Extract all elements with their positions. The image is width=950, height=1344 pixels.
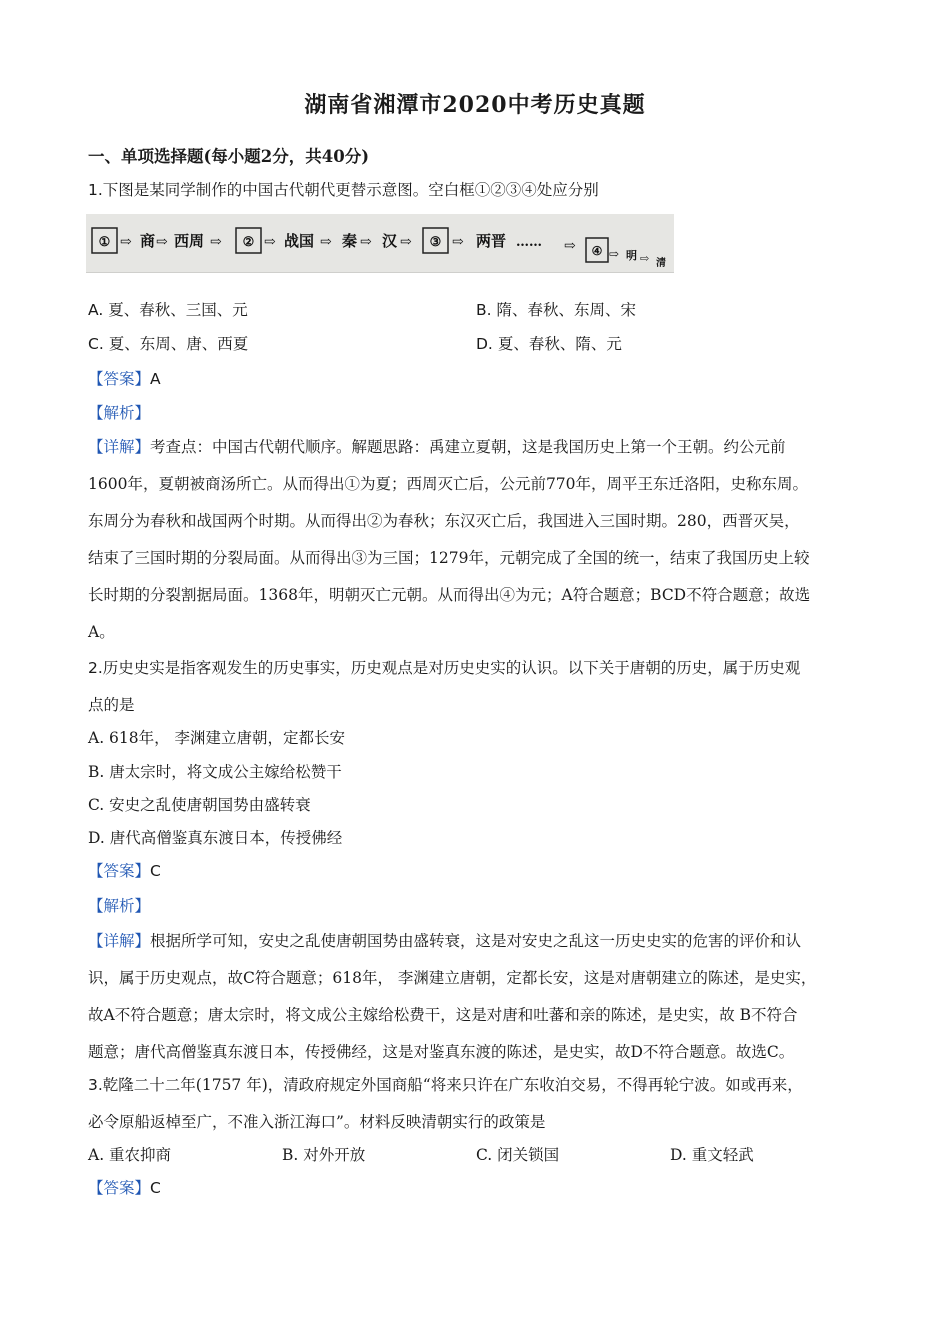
arrow-icon: ⇨ [640,252,650,265]
diagram-item: 秦 [342,232,358,250]
diagram-item: ① [98,235,111,250]
q1-detail-line: 1600年，夏朝被商汤所亡。从而得出①为夏；西周灭亡后，公元前770年，周平王东迁洛阳，史称东周。 [88,475,809,493]
q2-detail-line: 故A不符合题意；唐太宗时，将文成公主嫁给松费干，这是对唐和吐蕃和亲的陈述，是史实，故 B不符合 [88,1006,798,1024]
q1-detail-line: 结束了三国时期的分裂局面。从而得出③为三国；1279年，元朝完成了全国的统一，结束了我国历史上较 [88,549,810,567]
diagram-item: 战国 [284,232,315,250]
q1-option-c[interactable]: C. 夏、东周、唐、西夏 [88,335,249,353]
q2-option-d[interactable]: D. 唐代高僧鉴真东渡日本，传授佛经 [88,829,343,847]
arrow-icon: ⇨ [320,234,332,250]
dynasty-diagram [86,214,674,273]
arrow-icon: ⇨ [156,234,168,250]
question-2-stem-cont: 点的是 [88,696,135,714]
diagram-item: ② [242,235,255,250]
arrow-icon: ⇨ [120,234,132,250]
q1-option-a[interactable]: A. 夏、春秋、三国、元 [88,301,248,319]
q3-answer: 【答案】C [88,1179,161,1197]
diagram-item: 西周 [174,232,205,250]
question-2-stem: 2.历史史实是指客观发生的历史事实，历史观点是对历史史实的认识。以下关于唐朝的历史，属于历史观 [88,659,801,677]
q2-detail-line: 题意；唐代高僧鉴真东渡日本，传授佛经，这是对鉴真东渡的陈述，是史实，故D不符合题意。故选C。 [88,1043,795,1061]
q1-detail-line: 长时期的分裂割据局面。1368年，明朝灭亡元朝。从而得出④为元；A符合题意；BCD不符合题意；故选 [88,586,811,604]
q3-option-c[interactable]: C. 闭关锁国 [476,1146,560,1164]
section-heading: 一、单项选择题(每小题2分，共40分) [88,147,370,166]
q3-option-d[interactable]: D. 重文轻武 [670,1146,754,1164]
q2-detail-line: 识，属于历史观点，故C符合题意；618年， 李渊建立唐朝，定都长安，这是对唐朝建立的陈述，是史实， [88,969,817,987]
dynasty-diagram-svg [86,214,674,272]
question-1-stem: 1.下图是某同学制作的中国古代朝代更替示意图。空白框①②③④处应分别 [88,181,599,199]
q1-option-d[interactable]: D. 夏、春秋、隋、元 [476,335,622,353]
q1-answer: 【答案】A [88,370,161,388]
q2-analysis-tag: 【解析】 [88,897,151,915]
arrow-icon: ⇨ [400,234,412,250]
arrow-icon: ⇨ [264,234,276,250]
arrow-icon: ⇨ [360,234,372,250]
q3-option-b[interactable]: B. 对外开放 [282,1146,366,1164]
arrow-icon: ⇨ [452,234,464,250]
arrow-icon: ⇨ [210,234,222,250]
question-3-stem: 3.乾隆二十二年(1757 年)，清政府规定外国商船“将来只许在广东收泊交易，不得再轮宁波。如或再来， [88,1076,803,1094]
diagram-item: 两晋 [476,232,507,250]
page-title: 湖南省湘潭市2020中考历史真题 [304,92,646,118]
q2-detail-line: 【详解】根据所学可知，安史之乱使唐朝国势由盛转衰，这是对安史之乱这一历史史实的危害的评价和认 [88,932,802,950]
diagram-item: …… [516,235,542,250]
diagram-item: 清 [656,258,666,269]
q1-detail-line: 【详解】考查点：中国古代朝代顺序。解题思路：禹建立夏朝，这是我国历史上第一个王朝。约公元前 [88,438,786,456]
q2-answer: 【答案】C [88,862,161,880]
diagram-item: ③ [429,235,442,250]
diagram-item: 明 [626,249,637,262]
q1-analysis-tag: 【解析】 [88,404,151,422]
q2-option-b[interactable]: B. 唐太宗时，将文成公主嫁给松赞干 [88,763,342,781]
diagram-item: ④ [591,244,603,258]
arrow-icon: ⇨ [609,247,620,261]
q1-detail-line: 东周分为春秋和战国两个时期。从而得出②为春秋；东汉灭亡后，我国进入三国时期。280，西晋灭吴， [88,512,800,530]
diagram-item: 商 [140,232,156,250]
question-3-stem-cont: 必令原船返棹至广，不准入浙江海口”。材料反映清朝实行的政策是 [88,1113,546,1131]
q2-option-a[interactable]: A. 618年， 李渊建立唐朝，定都长安 [88,729,346,747]
q1-detail-line: A。 [88,623,115,641]
q2-option-c[interactable]: C. 安史之乱使唐朝国势由盛转衰 [88,796,311,814]
q1-option-b[interactable]: B. 隋、春秋、东周、宋 [476,301,637,319]
arrow-icon: ⇨ [564,238,576,254]
q3-option-a[interactable]: A. 重农抑商 [88,1146,172,1164]
diagram-item: 汉 [382,232,398,250]
